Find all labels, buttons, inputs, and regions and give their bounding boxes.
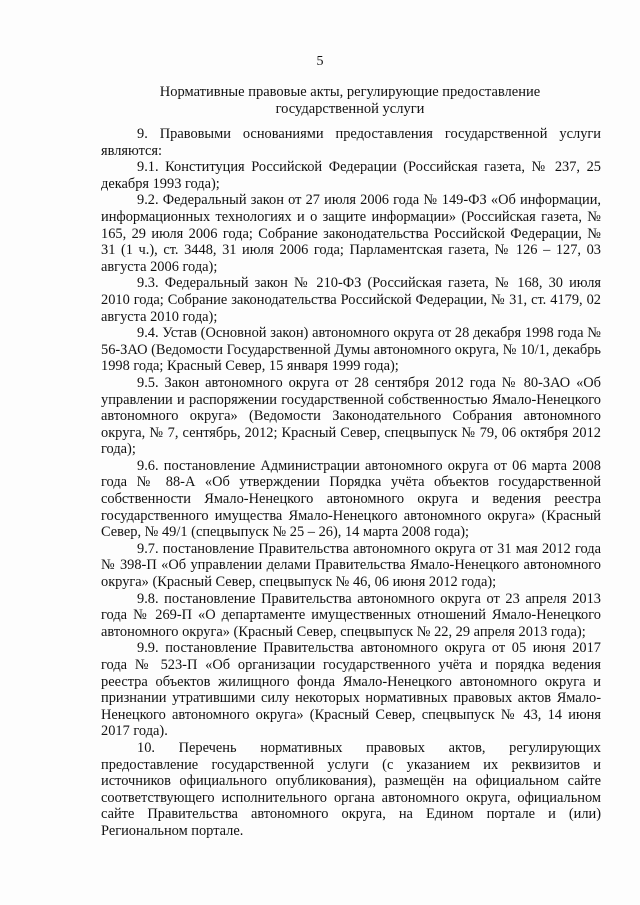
paragraph-9-3: 9.3. Федеральный закон № 210-ФЗ (Российская газета, № 168, 30 июля 2010 года; Собрание законодательства Российской Федерации, № 31, ст. 4179, 02 августа 2010 года); xyxy=(101,275,601,325)
paragraph-9-1: 9.1. Конституция Российской Федерации (Российская газета, № 237, 25 декабря 1993 года); xyxy=(101,159,601,192)
paragraph-9-7: 9.7. постановление Правительства автономного округа от 31 мая 2012 года № 398-П «Об управлении делами Правительства Ямало-Ненецкого автономного округа» (Красный Север, спецвыпуск № 46, 06 июня 2012 года); xyxy=(101,540,601,591)
paragraph-9-8: 9.8. постановление Правительства автономного округа от 23 апреля 2013 года № 269-П «О департаменте имущественных отношений Ямало-Ненецкого автономного округа» (Красный Север, спецвыпуск № 22, 29 апреля 2013 года); xyxy=(101,590,601,640)
paragraph-9-6: 9.6. постановление Администрации автономного округа от 06 марта 2008 года № 88-А «Об утверждении Порядка учёта объектов государственной собственности Ямало-Ненецкого автономного округа и ведения реестра государственного имущества Ямало-Ненецкого автономного округа» (Красный Север, № 49/1 (спецвыпуск № 25 – 26), 14 марта 2008 года); xyxy=(101,457,601,541)
paragraph-9-2: 9.2. Федеральный закон от 27 июля 2006 года № 149-ФЗ «Об информации, информационных технологиях и о защите информации» (Российская газета, № 165, 29 июля 2006 года; Собрание законодательства Российской Федерации, № 31 (1 ч.), ст. 3448, 31 июля 2006 года; Парламентская газета, № 126 – 127, 03 августа 2006 года); xyxy=(101,192,601,275)
page-number: 5 xyxy=(316,54,324,69)
section-title xyxy=(100,84,600,118)
paragraph-9-9: 9.9. постановление Правительства автономного округа от 05 июня 2017 года № 523-П «Об организации государственного учёта и порядка ведения реестра объектов жилищного фонда Ямало-Ненецкого автономного округа и признании утратившими силу некоторых нормативных правовых актов Ямало-Ненецкого автономного округа» (Красный Север, спецвыпуск № 43, 14 июня 2017 года). xyxy=(101,640,601,740)
paragraph-9-4: 9.4. Устав (Основной закон) автономного округа от 28 декабря 1998 года № 56-ЗАО (Ведомости Государственной Думы автономного округа, № 10/1, декабрь 1998 года; Красный Север, 15 января 1999 года); xyxy=(101,325,601,375)
document-body xyxy=(101,126,601,840)
section-title-line-2: государственной услуги xyxy=(275,101,425,117)
paragraph-10: 10. Перечень нормативных правовых актов, регулирующих предоставление государственной услуги (с указанием их реквизитов и источников официального опубликования), размещён на официальном сайте соответствующего исполнительного органа автономного округа, официальном сайте Правительства автономного округа, на Едином портале и (или) Региональном портале. xyxy=(101,739,601,839)
section-title-line-1: Нормативные правовые акты, регулирующие предоставление xyxy=(159,84,541,100)
paragraph-9-5: 9.5. Закон автономного округа от 28 сентября 2012 года № 80-ЗАО «Об управлении и распоряжении государственной собственностью Ямало-Ненецкого автономного округа» (Ведомости Законодательного Собрания автономного округа, № 7, сентябрь, 2012; Красный Север, спецвыпуск № 79, 06 октября 2012 года); xyxy=(101,374,601,458)
paragraph-9: 9. Правовыми основаниями предоставления государственной услуги являются: xyxy=(101,126,601,159)
